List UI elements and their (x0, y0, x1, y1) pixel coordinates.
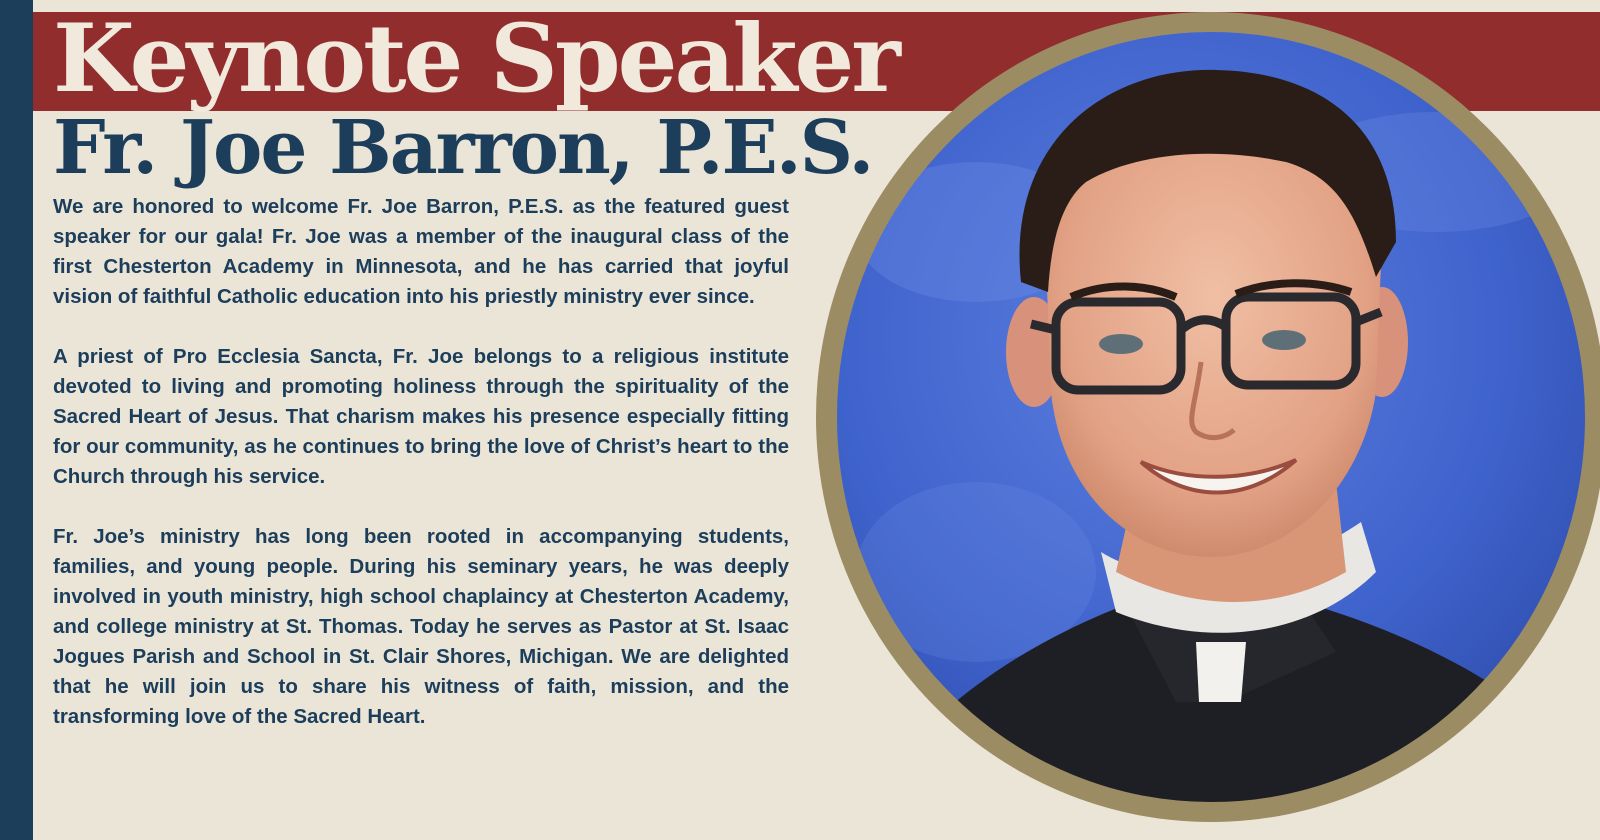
speaker-name: Fr. Joe Barron, P.E.S. (53, 105, 873, 191)
speaker-portrait (816, 12, 1600, 822)
speaker-bio (53, 192, 789, 732)
bio-paragraph: We are honored to welcome Fr. Joe Barron, P.E.S. as the featured guest speaker for our gala! Fr. Joe was a member of the inaugural class of the first Chesterton Academy in Minnesota, and he has carried that joyful vision of faithful Catholic education into his priestly ministry ever since. (53, 195, 789, 308)
priest-portrait-photo (816, 12, 1600, 822)
bio-paragraph: Fr. Joe’s ministry has long been rooted in accompanying students, families, and young people. During his seminary years, he was deeply involved in youth ministry, high school chaplaincy at Chesterton Academy, and college ministry at St. Thomas. Today he serves as Pastor at St. Isaac Jogues Parish and School in St. Clair Shores, Michigan. We are delighted that he will join us to share his witness of faith, mission, and the transforming love of the Sacred Heart. (53, 525, 789, 728)
left-accent-stripe (0, 0, 33, 840)
page-title: Keynote Speaker (53, 4, 898, 114)
bio-paragraph: A priest of Pro Ecclesia Sancta, Fr. Joe belongs to a religious institute devoted to living and promoting holiness through the spirituality of the Sacred Heart of Jesus. That charism makes his presence especially fitting for our community, as he continues to bring the love of Christ’s heart to the Church through his service. (53, 345, 789, 488)
